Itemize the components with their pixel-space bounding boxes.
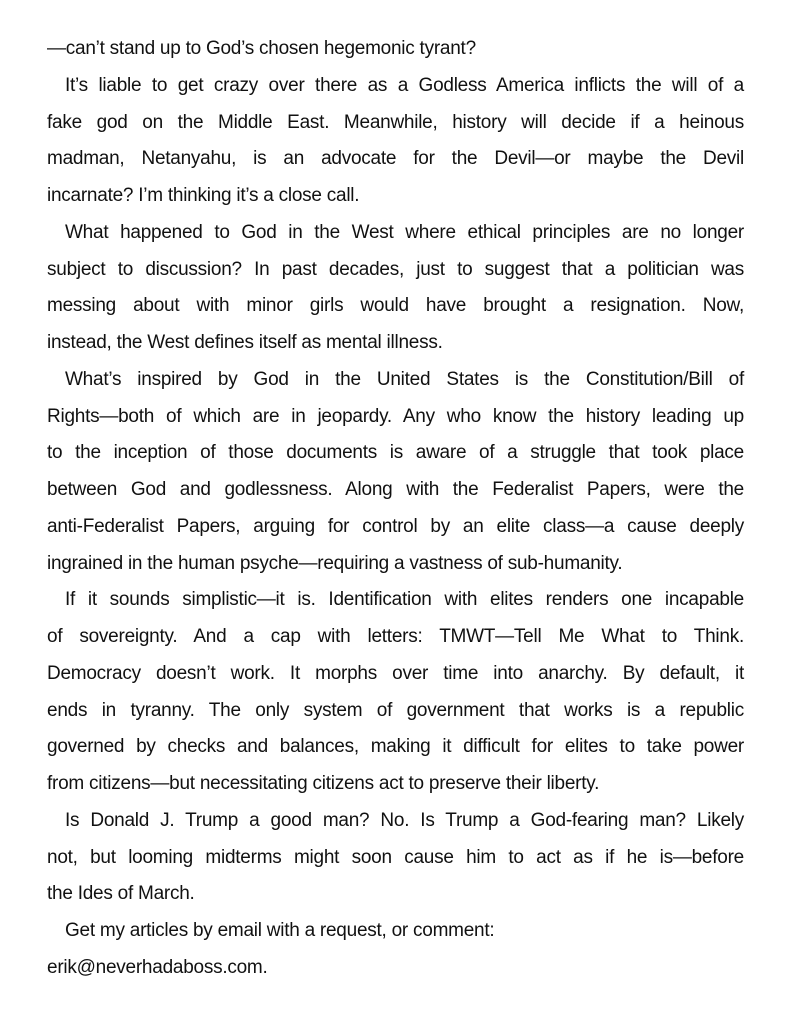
text-line: If it sounds simplistic—it is. Identification with elites renders one incapable	[65, 589, 744, 611]
document-page	[47, 31, 744, 987]
text-line: incarnate? I’m thinking it’s a close call.	[47, 185, 360, 206]
text-line: Rights—both of which are in jeopardy. Any who know the history leading up	[47, 405, 744, 427]
paragraph	[47, 362, 744, 583]
text-line: messing about with minor girls would have brought a resignation. Now,	[47, 295, 744, 317]
email-address[interactable]: erik@neverhadaboss.com.	[47, 956, 268, 978]
paragraph	[47, 31, 744, 68]
text-line: It’s liable to get crazy over there as a Godless America inflicts the will of a	[65, 74, 744, 96]
text-line: instead, the West defines itself as mental illness.	[47, 332, 443, 353]
text-line: What happened to God in the West where ethical principles are no longer	[65, 221, 744, 243]
text-line: Is Donald J. Trump a good man? No. Is Trump a God-fearing man? Likely	[65, 809, 744, 831]
text-line: between God and godlessness. Along with the Federalist Papers, were the	[47, 479, 744, 500]
text-line: from citizens—but necessitating citizens act to preserve their liberty.	[47, 773, 600, 794]
text-line: Democracy doesn’t work. It morphs over time into anarchy. By default, it	[47, 662, 744, 684]
paragraph	[47, 913, 744, 950]
text-line: fake god on the Middle East. Meanwhile, history will decide if a heinous	[47, 111, 744, 133]
text-line: of sovereignty. And a cap with letters: TMWT—Tell Me What to Think.	[47, 626, 744, 647]
text-line: ends in tyranny. The only system of government that works is a republic	[47, 699, 744, 721]
text-line: not, but looming midterms might soon cause him to act as if he is—before	[47, 846, 744, 868]
text-line: Get my articles by email with a request, or comment:	[65, 920, 495, 941]
text-line: What’s inspired by God in the United States is the Constitution/Bill of	[65, 368, 744, 390]
paragraph	[47, 950, 744, 987]
text-line: subject to discussion? In past decades, just to suggest that a politician was	[47, 258, 744, 280]
text-line: to the inception of those documents is aware of a struggle that took place	[47, 442, 744, 464]
text-line: —can’t stand up to God’s chosen hegemonic tyrant?	[47, 38, 476, 59]
text-line: governed by checks and balances, making it difficult for elites to take power	[47, 736, 744, 758]
text-line: madman, Netanyahu, is an advocate for the Devil—or maybe the Devil	[47, 148, 744, 170]
text-line: the Ides of March.	[47, 883, 195, 905]
paragraph	[47, 582, 744, 803]
text-line: ingrained in the human psyche—requiring a vastness of sub-humanity.	[47, 552, 623, 574]
text-line: anti-Federalist Papers, arguing for control by an elite class—a cause deeply	[47, 515, 744, 537]
paragraph	[47, 68, 744, 215]
paragraph	[47, 803, 744, 913]
paragraph	[47, 215, 744, 362]
